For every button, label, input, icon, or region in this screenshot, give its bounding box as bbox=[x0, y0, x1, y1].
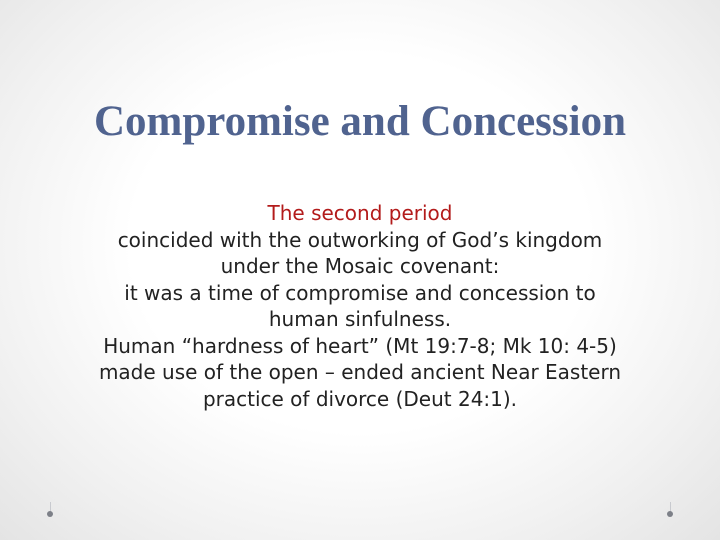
right-bullet-dot-icon bbox=[667, 511, 673, 517]
left-bullet-dot-icon bbox=[47, 511, 53, 517]
footer-ornament bbox=[0, 500, 720, 540]
body-line: under the Mosaic covenant: bbox=[220, 254, 500, 278]
body-line: human sinfulness. bbox=[268, 307, 452, 331]
body-line: Human “hardness of heart” (Mt 19:7-8; Mk 10: 4-5) bbox=[103, 333, 617, 358]
slide-body bbox=[30, 200, 690, 412]
slide-title: Compromise and Concession bbox=[94, 98, 626, 145]
body-line: coincided with the outworking of God’s kingdom bbox=[117, 227, 603, 252]
body-line: practice of divorce (Deut 24:1). bbox=[202, 386, 518, 411]
subheading: The second period bbox=[267, 201, 453, 225]
body-line: made use of the open – ended ancient Near Eastern bbox=[98, 360, 622, 384]
body-line: it was a time of compromise and concession to bbox=[124, 280, 596, 305]
